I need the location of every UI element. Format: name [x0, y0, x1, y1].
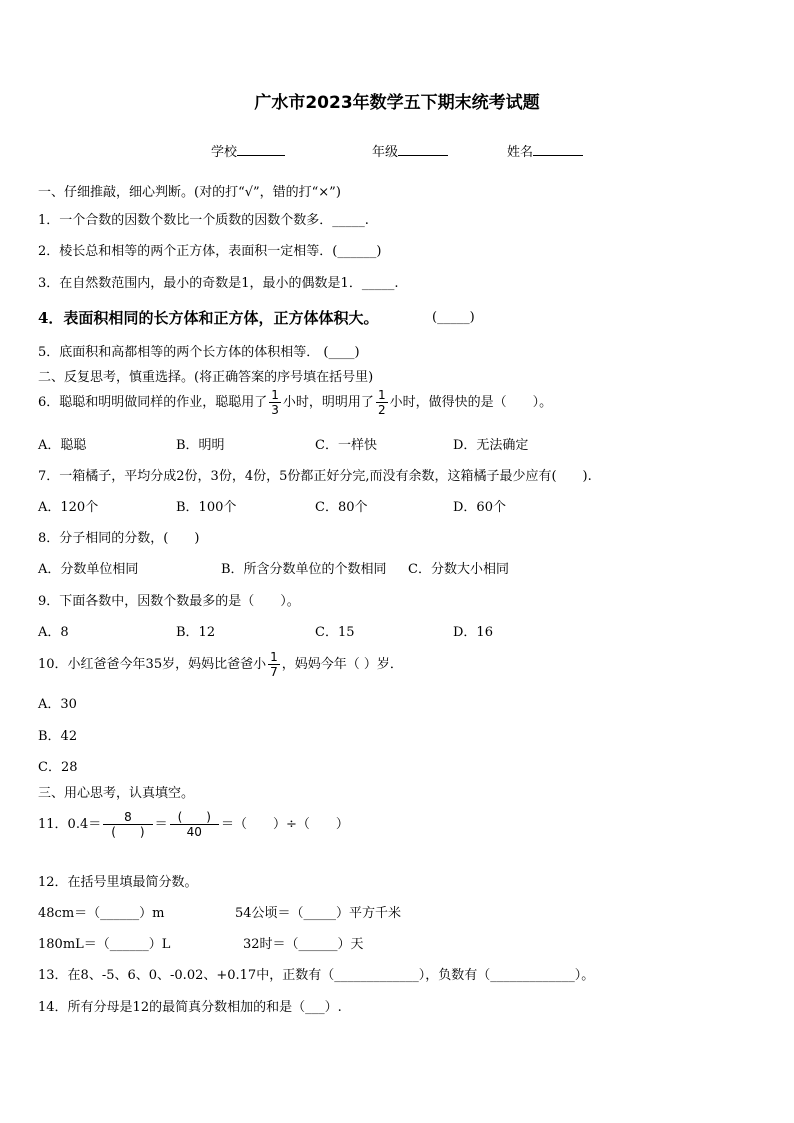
- q8-option-a: A．分数单位相同: [38, 562, 139, 577]
- school-blank[interactable]: [237, 143, 285, 156]
- question-7: 7．一箱橘子，平均分成2份，3份，4份，5份都正好分完,而没有余数，这箱橘子最少应有( ).: [38, 469, 592, 484]
- question-5: 5．底面积和高都相等的两个长方体的体积相等． (____): [38, 345, 360, 360]
- fraction-numerator: 1: [377, 388, 386, 402]
- question-10-text-a: 10．小红爸爸今年35岁，妈妈比爸爸小: [38, 657, 267, 672]
- q7-option-d: D．60个: [453, 500, 506, 515]
- question-8: 8．分子相同的分数，( ): [38, 531, 200, 546]
- q9-option-d: D．16: [453, 625, 493, 640]
- fraction-one-third: [269, 388, 281, 417]
- grade-blank[interactable]: [398, 143, 448, 156]
- question-10: [38, 650, 403, 679]
- q7-option-a: A．120个: [38, 500, 99, 515]
- question-2: 2．棱长总和相等的两个正方体，表面积一定相等．(______): [38, 244, 382, 259]
- question-4: 4．表面积相同的长方体和正方体，正方体体积大。: [38, 309, 379, 327]
- fraction-denominator: ( ): [111, 825, 145, 839]
- question-10-text-b: ，妈妈今年（ ）岁．: [281, 657, 403, 672]
- fraction-denominator: 7: [270, 665, 278, 679]
- q9-option-c: C．15: [315, 625, 355, 640]
- question-9: 9．下面各数中，因数个数最多的是（ ）。: [38, 594, 300, 609]
- question-11-equals: ＝: [154, 817, 168, 832]
- fraction-one-half: [376, 388, 388, 417]
- fraction-one-seventh: [268, 650, 280, 679]
- q6-option-d: D．无法确定: [453, 438, 529, 453]
- name-label: 姓名: [507, 145, 534, 160]
- question-6-text-b: 小时，明明用了: [282, 395, 374, 410]
- section2-heading: 二、反复思考，慎重选择。(将正确答案的序号填在括号里): [38, 370, 374, 385]
- q6-option-c: C．一样快: [315, 438, 377, 453]
- question-14: 14．所有分母是12的最简真分数相加的和是（___）.: [38, 1000, 342, 1015]
- q9-option-a: A．8: [38, 625, 69, 640]
- q12-line1-a: 48cm＝（______）m: [38, 906, 165, 921]
- q8-option-c: C．分数大小相同: [408, 562, 509, 577]
- question-13: 13．在8、-5、6、0、-0.02、+0.17中，正数有（_____________），负数有（_____________）。: [38, 968, 595, 983]
- question-1: 1．一个合数的因数个数比一个质数的因数个数多．_____.: [38, 213, 369, 228]
- question-6: [38, 388, 552, 417]
- fraction-numerator: 1: [271, 388, 279, 402]
- q8-option-b: B．所含分数单位的个数相同: [221, 562, 387, 577]
- fraction-denominator: 2: [377, 403, 386, 417]
- question-3: 3．在自然数范围内，最小的奇数是1，最小的偶数是1．_____.: [38, 276, 399, 291]
- question-6-text-c: 小时，做得快的是（ ）。: [389, 395, 553, 410]
- q6-option-a: A．聪聪: [38, 438, 87, 453]
- school-field: [211, 141, 285, 160]
- question-11: [38, 810, 349, 839]
- fraction-denominator: 3: [271, 403, 279, 417]
- q12-line2-b: 32时＝（______）天: [243, 937, 364, 952]
- question-12: 12．在括号里填最简分数。: [38, 875, 198, 890]
- q6-option-b: B．明明: [176, 438, 225, 453]
- question-11-text-a: 11．0.4＝: [38, 817, 102, 832]
- grade-label: 年级: [372, 145, 399, 160]
- q10-option-c: C．28: [38, 760, 78, 775]
- q10-option-b: B．42: [38, 729, 78, 744]
- section1-heading: 一、仔细推敲，细心判断。(对的打“√”，错的打“×”): [38, 185, 341, 200]
- question-11-text-b: ＝（ ）÷（ ）: [220, 817, 349, 832]
- question-4-blank: (_____): [432, 310, 475, 325]
- fraction-blank-over-forty: [170, 810, 219, 839]
- q12-line2-a: 180mL＝（______）L: [38, 937, 171, 952]
- q7-option-b: B．100个: [176, 500, 237, 515]
- question-6-text-a: 6．聪聪和明明做同样的作业，聪聪用了: [38, 395, 268, 410]
- name-field: [507, 141, 583, 160]
- name-blank[interactable]: [533, 143, 583, 156]
- section3-heading: 三、用心思考，认真填空。: [38, 786, 195, 801]
- fraction-eight-over-blank: [103, 810, 152, 839]
- grade-field: [372, 141, 448, 160]
- school-label: 学校: [211, 145, 238, 160]
- fraction-denominator: 40: [186, 825, 202, 839]
- fraction-numerator: 8: [103, 810, 152, 825]
- q7-option-c: C．80个: [315, 500, 368, 515]
- fraction-numerator: 1: [270, 650, 278, 664]
- page-title: 广水市2023年数学五下期末统考试题: [254, 93, 540, 113]
- q10-option-a: A．30: [38, 697, 77, 712]
- q12-line1-b: 54公顷＝（_____）平方千米: [235, 906, 402, 921]
- q9-option-b: B．12: [176, 625, 216, 640]
- fraction-numerator: ( ): [170, 810, 219, 825]
